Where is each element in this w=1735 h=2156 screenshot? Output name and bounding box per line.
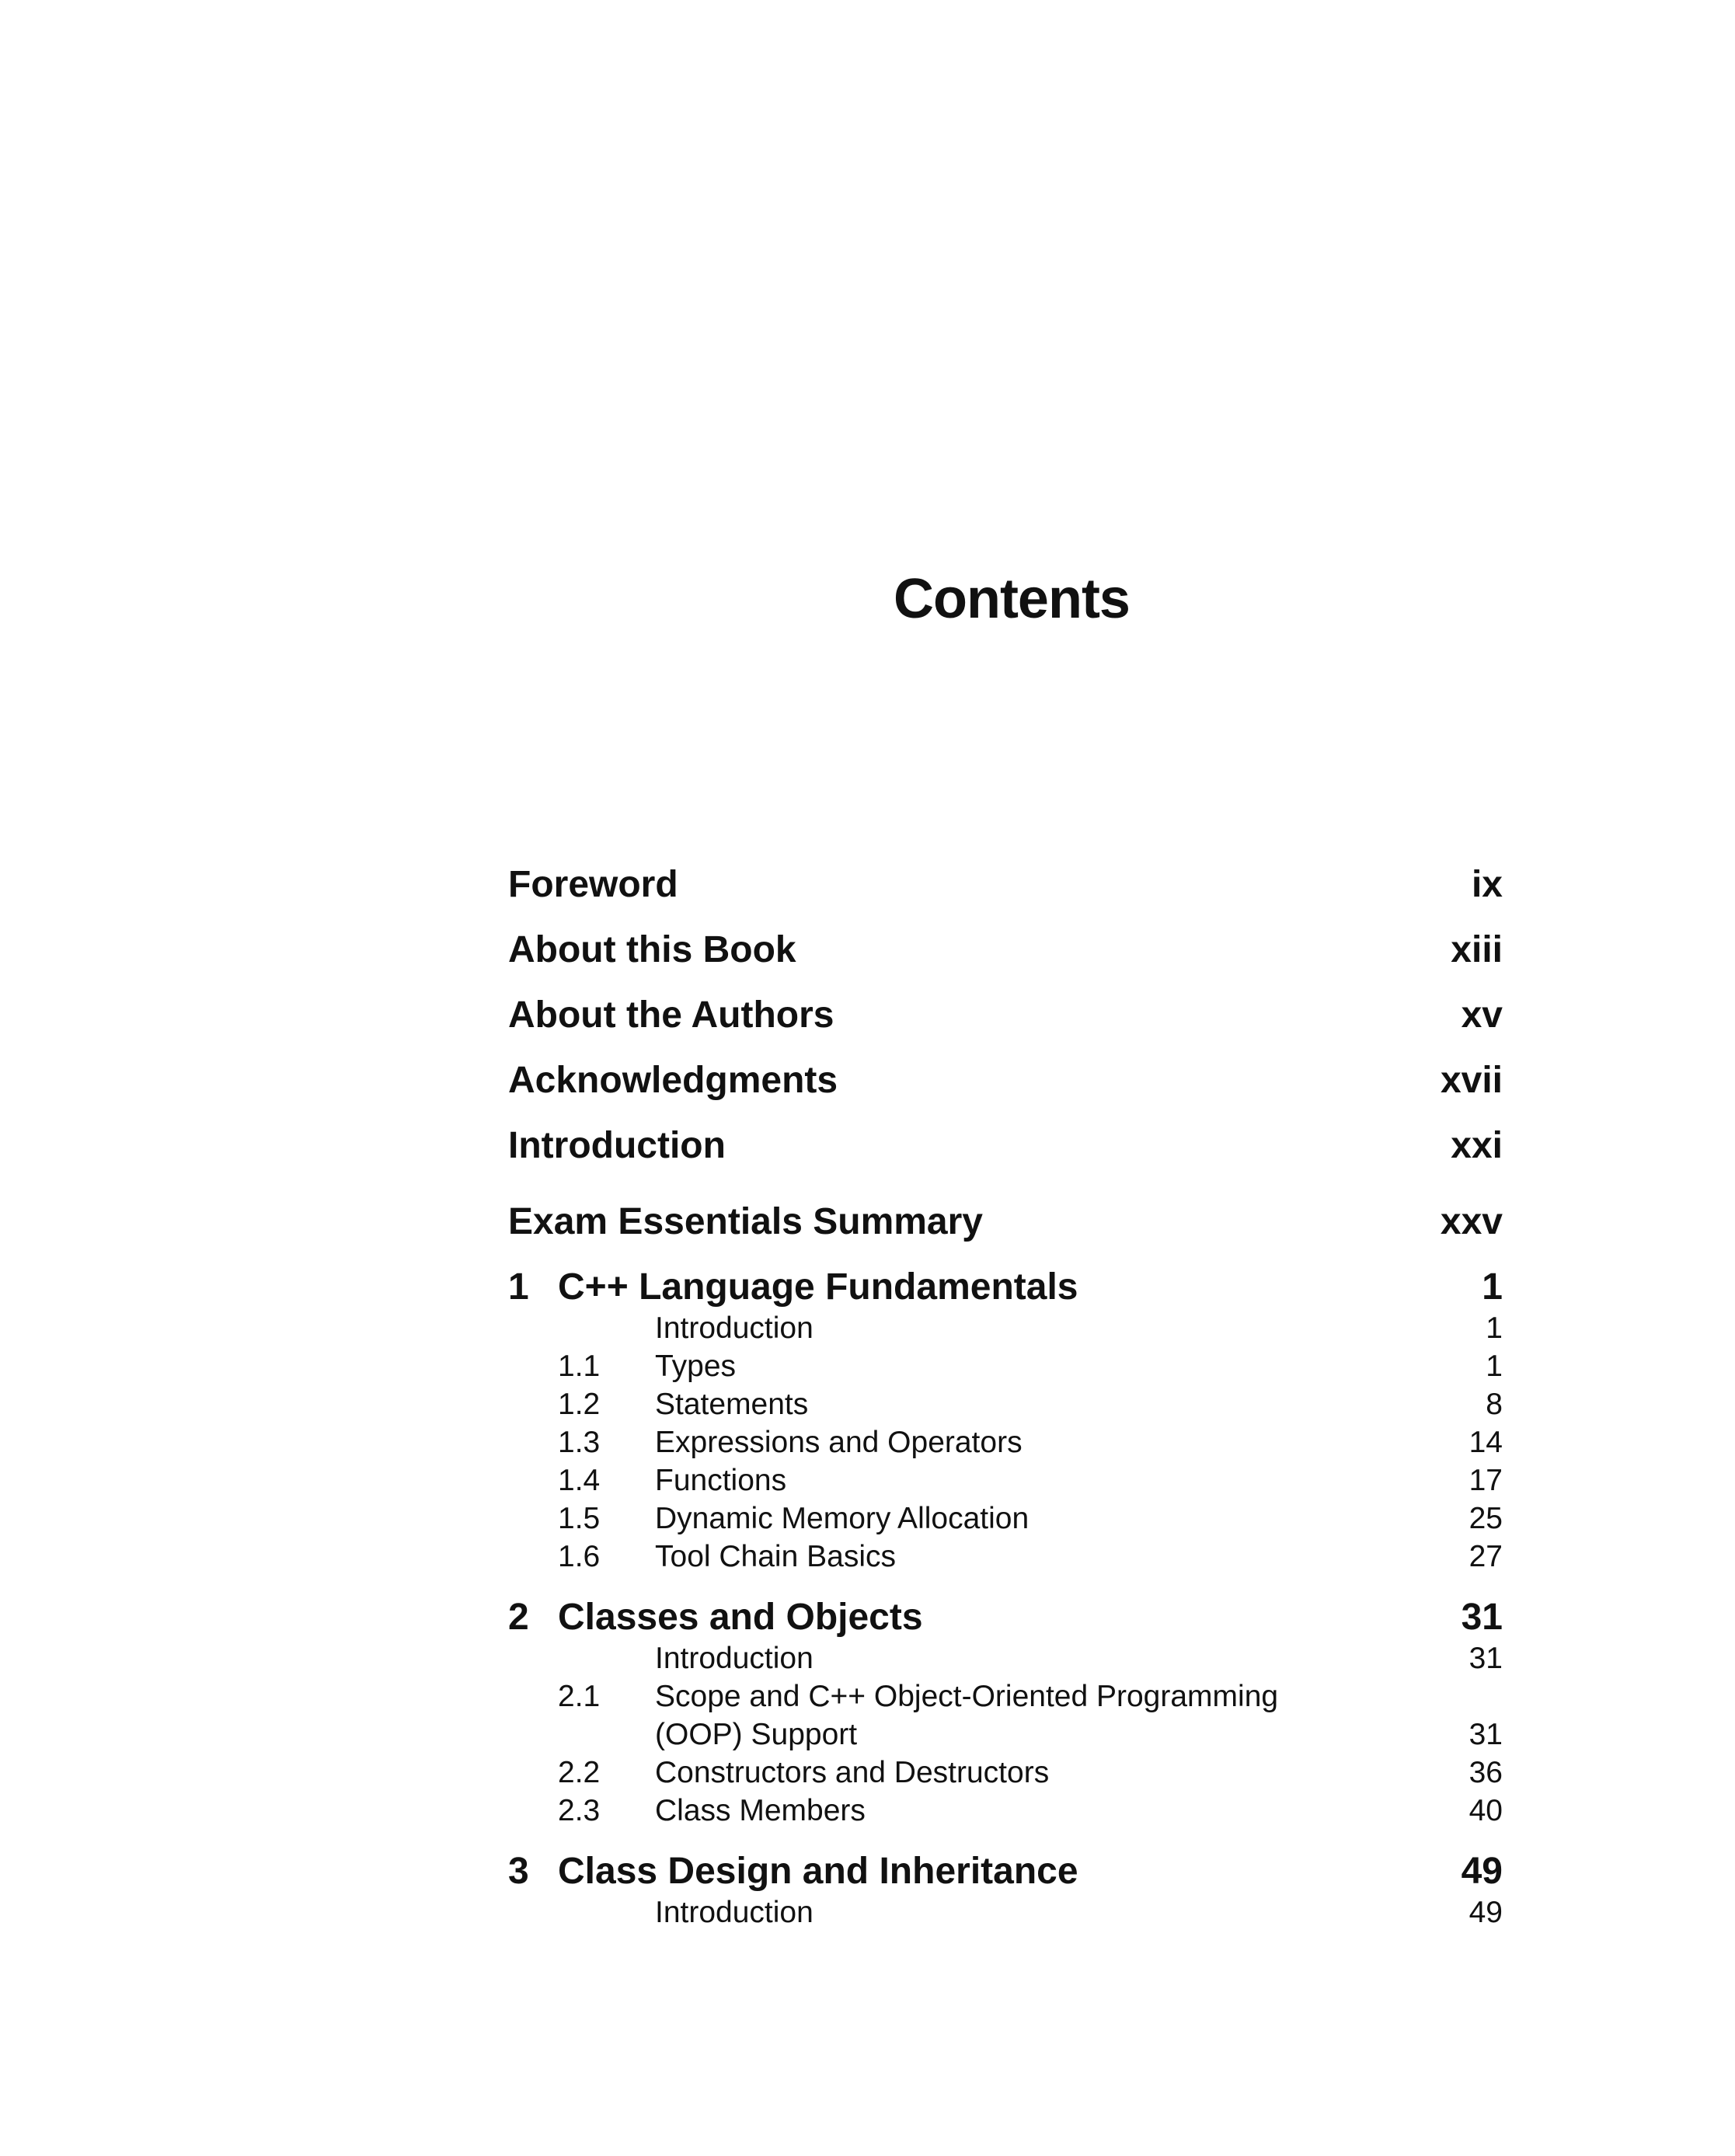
section-page: 31 [1468, 1642, 1503, 1675]
toc-entry-about-this-book[interactable] [508, 929, 1503, 997]
section-row[interactable] [508, 1677, 1503, 1715]
toc-entry-label: Acknowledgments [508, 1060, 838, 1101]
chapter-page: 49 [1461, 1851, 1503, 1892]
section-page: 27 [1468, 1540, 1503, 1573]
toc-entry-introduction[interactable] [508, 1127, 1503, 1193]
section-number: 2.1 [558, 1680, 601, 1713]
section-page: 31 [1468, 1718, 1503, 1751]
section-number: 1.5 [558, 1502, 601, 1535]
toc-entry-exam-essentials-summary[interactable] [508, 1203, 1503, 1269]
section-page: 25 [1468, 1502, 1503, 1535]
section-number: 2.2 [558, 1756, 601, 1789]
section-title: Statements [655, 1388, 809, 1421]
section-row-continuation[interactable] [508, 1715, 1503, 1754]
section-page: 14 [1468, 1426, 1503, 1459]
section-number: 1.6 [558, 1540, 601, 1573]
section-row[interactable] [508, 1309, 1503, 1347]
chapter-title: Classes and Objects [558, 1597, 923, 1638]
chapter-title: Class Design and Inheritance [558, 1851, 1078, 1892]
section-page: 36 [1468, 1756, 1503, 1789]
toc-chapter-3 [508, 1853, 1503, 1931]
toc-chapter-2 [508, 1599, 1503, 1830]
section-page: 17 [1468, 1464, 1503, 1497]
section-page: 1 [1486, 1311, 1503, 1345]
section-row[interactable] [508, 1754, 1503, 1792]
section-row[interactable] [508, 1639, 1503, 1677]
chapter-heading[interactable] [508, 1599, 1503, 1639]
toc-entry-page: ix [1471, 864, 1503, 905]
chapter-heading[interactable] [508, 1853, 1503, 1893]
toc-chapter-1 [508, 1266, 1503, 1576]
section-title: Dynamic Memory Allocation [655, 1502, 1030, 1535]
section-title: Introduction [655, 1311, 813, 1345]
toc-entry-page: xxi [1451, 1125, 1503, 1166]
section-row[interactable] [508, 1538, 1503, 1576]
section-row[interactable] [508, 1461, 1503, 1499]
section-number: 1.1 [558, 1350, 601, 1383]
section-title: Functions [655, 1464, 787, 1497]
toc-entry-label: Foreword [508, 864, 678, 905]
toc-entry-about-the-authors[interactable] [508, 994, 1503, 1062]
section-row[interactable] [508, 1893, 1503, 1931]
chapter-number: 2 [508, 1597, 529, 1638]
toc-entry-label: Exam Essentials Summary [508, 1201, 983, 1242]
section-page: 40 [1468, 1794, 1503, 1827]
chapter-title: C++ Language Fundamentals [558, 1266, 1078, 1308]
section-title: Tool Chain Basics [655, 1540, 896, 1573]
toc-entry-label: About this Book [508, 929, 796, 970]
toc-entry-page: xv [1461, 994, 1503, 1036]
chapter-page: 31 [1461, 1597, 1503, 1638]
section-row[interactable] [508, 1423, 1503, 1461]
section-number: 1.2 [558, 1388, 601, 1421]
section-title: Introduction [655, 1896, 813, 1929]
toc-entry-page: xvii [1440, 1060, 1503, 1101]
section-row[interactable] [508, 1385, 1503, 1423]
table-of-contents [508, 866, 1503, 1931]
toc-entry-label: About the Authors [508, 994, 834, 1036]
chapter-number: 3 [508, 1851, 529, 1892]
toc-entry-acknowledgments[interactable] [508, 1062, 1503, 1127]
chapter-page: 1 [1482, 1266, 1503, 1308]
section-page: 1 [1486, 1350, 1503, 1383]
section-row[interactable] [508, 1347, 1503, 1385]
chapter-number: 1 [508, 1266, 529, 1308]
toc-entry-label: Introduction [508, 1125, 726, 1166]
section-title-continuation: (OOP) Support [655, 1718, 858, 1751]
toc-entry-page: xiii [1451, 929, 1503, 970]
section-title: Types [655, 1350, 737, 1383]
chapter-heading[interactable] [508, 1266, 1503, 1309]
section-title: Constructors and Destructors [655, 1756, 1050, 1789]
section-title: Scope and C++ Object-Oriented Programming [655, 1680, 1279, 1713]
toc-entry-foreword[interactable] [508, 866, 1503, 932]
section-title: Class Members [655, 1794, 866, 1827]
section-number: 1.4 [558, 1464, 601, 1497]
section-title: Introduction [655, 1642, 813, 1675]
section-title: Expressions and Operators [655, 1426, 1023, 1459]
toc-entry-page: xxv [1440, 1201, 1503, 1242]
page-title: Contents [894, 568, 1130, 630]
section-page: 49 [1468, 1896, 1503, 1929]
section-page: 8 [1486, 1388, 1503, 1421]
section-number: 1.3 [558, 1426, 601, 1459]
section-row[interactable] [508, 1499, 1503, 1538]
section-row[interactable] [508, 1792, 1503, 1830]
section-number: 2.3 [558, 1794, 601, 1827]
